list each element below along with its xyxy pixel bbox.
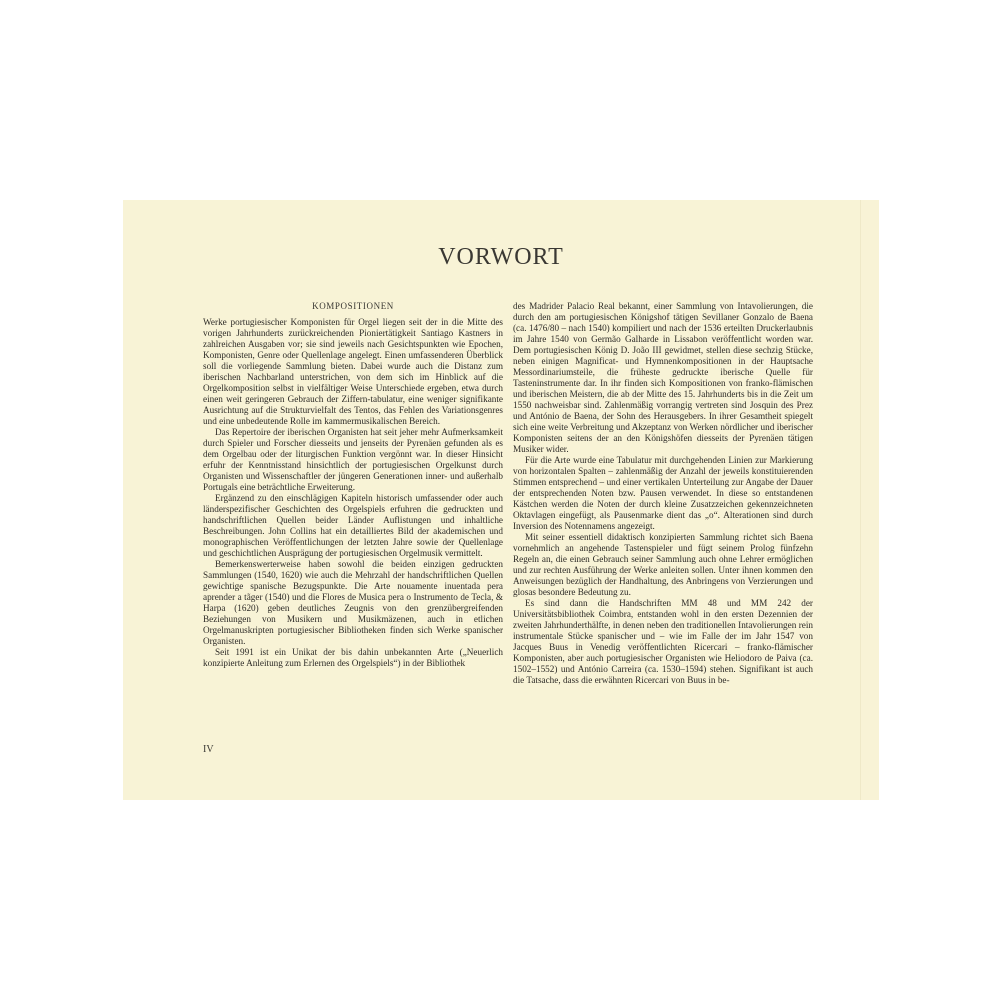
paragraph: Werke portugiesischer Komponisten für Orgel liegen seit der in die Mitte des vorigen Jahrhunderts zurückreichenden Pioniertätigkeit Santiago Kastners in zahlreichen Ausgaben vor; sie sind jeweils nach Gesichtspunkten wie Epochen, Komponisten, Genre oder Quellenlage angelegt. Einen umfassenderen Überblick soll die vorliegende Sammlung bieten. Dabei wurde auch die Distanz zum iberischen Nachbarland unterstrichen, von dem sich im Hinblick auf die Orgelkomposition selbst in vielfältiger Weise Unterschiede ergeben, etwa durch einen weit geringeren Gebrauch der Ziffern-tabulatur, eine weniger signifikante Ausrichtung auf die Strukturvielfalt des Tentos, das Fehlen des Variationsgenres und eine unbedeutende Rolle im kammermusikalischen Bereich. — [203, 317, 503, 426]
page-title: VORWORT — [438, 244, 564, 270]
paragraph: Bemerkenswerterweise haben sowohl die beiden einzigen gedruckten Sammlungen (1540, 1620) wie auch die Mehrzahl der handschriftlichen Quellen gewichtige spanische Bezugspunkte. Die Arte nouamente inuentada pera aprender a tãger (1540) und die Flores de Musica pera o Instrumento de Tecla, & Harpa (1620) geben deutliches Zeugnis von den grenzübergreifenden Beziehungen von Musikern und Musikmäzenen, auch in etlichen Orgelmanuskripten portugiesischer Bibliotheken finden sich Werke spanischer Organisten. — [203, 559, 503, 646]
section-heading: KOMPOSITIONEN — [312, 301, 394, 311]
paragraph: Mit seiner essentiell didaktisch konzipierten Sammlung richtet sich Baena vornehmlich an angehende Tastenspieler und fügt seinem Prolog fünfzehn Regeln an, die einen Gebrauch seiner Sammlung auch ohne Lehrer ermöglichen und zur rechten Ausführung der Werke anleiten sollen. Unter ihnen kommen den Anweisungen bezüglich der Handhaltung, des Anbringens von Verzierungen und glosas besondere Bedeutung zu. — [513, 532, 813, 597]
paragraph: Es sind dann die Handschriften MM 48 und MM 242 der Universitätsbibliothek Coimbra, entstanden wohl in den ersten Dezennien der zweiten Jahrhunderthälfte, in denen neben den traditionellen Intavolierungen rein instrumentale Stücke spanischer und – wie im Falle der im Jahr 1547 von Jacques Buus in Venedig veröffentlichten Ricercari – franko-flämischer Komponisten, aber auch portugiesischer Organisten wie Heliodoro de Paiva (ca. 1502–1552) und António Carreira (ca. 1530–1594) stehen. Signifikant ist auch die Tatsache, dass die erwähnten Ricercari von Buus in be- — [513, 598, 813, 685]
page-number: IV — [203, 744, 214, 755]
right-column — [513, 301, 813, 686]
paragraph: Ergänzend zu den einschlägigen Kapiteln historisch umfassender oder auch länderspezifischer Geschichten des Orgelspiels erfuhren die gedruckten und handschriftlichen Quellen beider Länder Auflistungen und inhaltliche Beschreibungen. John Collins hat ein detailliertes Bild der akademischen und monographischen Veröffentlichungen der letzten Jahre sowie der Quellenlage und geschichtlichen Ausprägung der portugiesischen Orgelmusik vermittelt. — [203, 493, 503, 558]
paragraph: Das Repertoire der iberischen Organisten hat seit jeher mehr Aufmerksamkeit durch Spieler und Forscher diesseits und jenseits der Pyrenäen gefunden als es dem Orgelbau oder der liturgischen Funktion vergönnt war. In dieser Hinsicht erfuhr der Kenntnisstand hinsichtlich der portugiesischen Orgelkunst durch Organisten und Wissenschaftler der jüngeren Generationen inner- und außerhalb Portugals eine beträchtliche Erweiterung. — [203, 427, 503, 492]
paragraph: Seit 1991 ist ein Unikat der bis dahin unbekannten Arte („Neuerlich konzipierte Anleitung zum Erlernen des Orgelspiels“) in der Bibliothek — [203, 647, 503, 668]
paragraph: Für die Arte wurde eine Tabulatur mit durchgehenden Linien zur Markierung von horizontalen Spalten – zahlenmäßig der Anzahl der jeweils konstituierenden Stimmen entsprechend – und einer vertikalen Unterteilung zur Angabe der Dauer der entsprechenden Noten bzw. Pausen verwendet. In diese so entstandenen Kästchen werden die Noten der durch kleine Zusatzzeichen gekennzeichneten Oktavlagen eingefügt, als Pausenmarke dient das „o“. Alterationen sind durch Inversion des Notennamens angezeigt. — [513, 455, 813, 531]
paragraph: des Madrider Palacio Real bekannt, einer Sammlung von Intavolierungen, die durch den am portugiesischen Königshof tätigen Sevillaner Gonzalo de Baena (ca. 1476/80 – nach 1540) kompiliert und nach der 1536 erteilten Druckerlaubnis im Jahre 1540 von Germão Galharde in Lissabon veröffentlicht worden war. Dem portugiesischen König D. João III gewidmet, stellen diese sechzig Stücke, neben einigen Magnificat- und Hymnenkompositionen in der Hauptsache Messordinariumsteile, die früheste gedruckte iberische Quelle für Tasteninstrumente dar. In ihr finden sich Kompositionen von franko-flämischen und iberischen Meistern, die ab der Mitte des 15. Jahrhunderts bis in die Zeit um 1550 nachweisbar sind. Zahlenmäßig vorrangig vertreten sind Josquin des Prez und António de Baena, der Sohn des Herausgebers. In ihrer Gesamtheit spiegelt sich eine weite Verbreitung und Akzeptanz von Werken nördlicher und iberischer Komponisten seitens der an den Königshöfen diesseits der Pyrenäen tätigen Musiker wider. — [513, 301, 813, 454]
page-edge-shadow — [860, 200, 861, 800]
left-column — [203, 301, 503, 669]
document-page — [123, 200, 879, 800]
